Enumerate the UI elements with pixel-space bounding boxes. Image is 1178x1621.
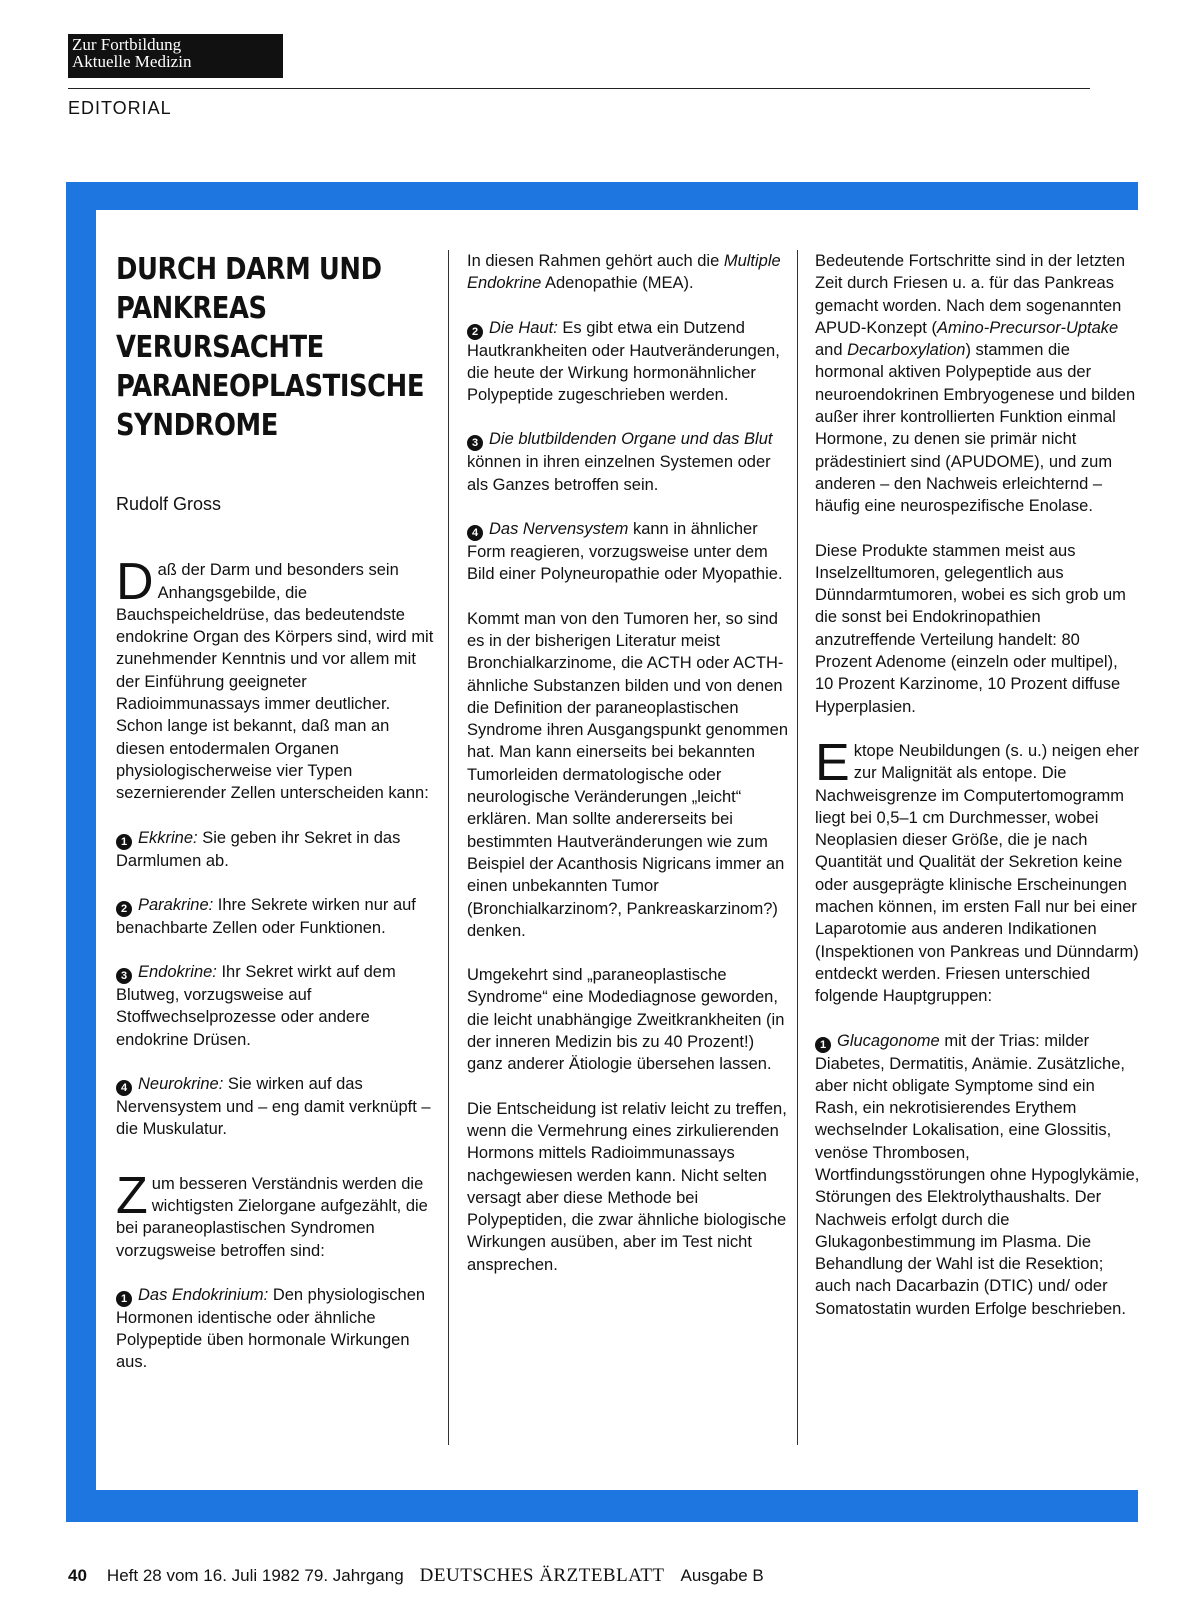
drop-cap: D <box>116 553 154 612</box>
series-label <box>68 34 283 78</box>
emphasis: Decarboxylation <box>847 341 966 360</box>
list-item <box>467 518 789 586</box>
number-bullet-icon: 1 <box>116 834 132 850</box>
list-item-term: Das Nervensystem <box>489 520 629 539</box>
paragraph <box>815 250 1140 518</box>
paragraph-text: and <box>815 341 848 360</box>
list-item-text: Sie geben ihr Sekret in das Darmlumen ab. <box>116 828 401 870</box>
number-bullet-icon: 2 <box>467 324 483 340</box>
list-item-term: Das Endokrinium: <box>138 1285 269 1304</box>
list-item <box>467 317 789 407</box>
paragraph <box>116 553 434 804</box>
list-item-term: Ekkrine: <box>138 828 198 847</box>
paragraph <box>815 733 1140 1008</box>
paragraph: Umgekehrt sind „paraneoplastische Syndrome“ eine Modediagnose geworden, die leicht unabhängige Zweitkrankheiten (in der inneren Medizin bis zu 40 Prozent!) ganz anderer Ätiologie übersehen lassen. <box>467 966 785 1074</box>
paragraph-text: In diesen Rahmen gehört auch die <box>467 252 724 270</box>
number-bullet-icon: 3 <box>467 435 483 451</box>
list-item-text: können in ihren einzelnen Systemen oder als Ganzes betroffen sein. <box>467 453 771 494</box>
page-number: 40 <box>68 1566 87 1585</box>
list-item-term: Endokrine: <box>138 963 217 982</box>
paragraph-text: um besseren Verständnis werden die wichtigsten Zielorgane aufgezählt, die bei paraneoplastischen Syndromen vorzugsweise betroffen sind: <box>116 1174 428 1260</box>
column-1 <box>116 250 434 1396</box>
list-item-term: Parakrine: <box>138 895 214 914</box>
edition: Ausgabe B <box>680 1566 764 1585</box>
series-label-line2: Aktuelle Medizin <box>72 52 192 71</box>
number-bullet-icon: 3 <box>116 968 132 984</box>
list-item <box>116 961 434 1051</box>
issue-info: Heft 28 vom 16. Juli 1982 79. Jahrgang <box>106 1566 404 1585</box>
paragraph-text: Adenopathie (MEA). <box>541 274 694 293</box>
list-item-term: Glucagonome <box>837 1031 940 1050</box>
emphasis: Amino-Precursor-Uptake <box>936 318 1119 337</box>
list-item-text: Ihre Sekrete wirken nur auf benachbarte Zellen oder Funktionen. <box>116 895 416 937</box>
list-item <box>116 1073 434 1141</box>
paragraph-text: Bedeutende Fortschritte sind in der letzten Zeit durch Friesen u. a. für das Pankreas gemacht worden. Nach dem sogenannten APUD-Konzept ( <box>815 252 1126 337</box>
paragraph-text: ktope Neubildungen (s. u.) neigen eher zur Malignität als entope. Die Nachweisgrenze im Computertomogramm liegt bei 0,5–1 cm Durchmesser, wobei Neoplasien dieser Größe, die je nach Quantität und Qualität der Sekretion keine oder ausgeprägte klinische Erscheinungen machen können, im ersten Fall nur bei einer Laparotomie aus anderen Indikationen (Inspektionen von Pankreas und Dünndarm) entdeckt werden. Friesen unterschied folgende Hauptgruppen: <box>815 741 1139 1006</box>
list-item-text: mit der Trias: milder Diabetes, Dermatitis, Anämie. Zusätzliche, aber nicht obligate Symptome sind ein Rash, ein nekrotisierendes Erythem wechselnder Lokalisation, eine Glossitis, venöse Thrombosen, Wortfindungsstörungen ohne Hypoglykämie, Störungen des Elektrolythaushalts. Der Nachweis erfolgt durch die Glukagonbestimmung im Plasma. Die Behandlung der Wahl ist die Resektion; auch nach Dacarbazin (DTIC) und/ oder Somatostatin wurden Erfolge beschrieben. <box>815 1031 1140 1318</box>
list-item <box>116 894 434 939</box>
paragraph-text: ) stammen die hormonal aktiven Polypeptide aus der neuroendokrinen Embryogenese und bilden außer ihrer kontrollierten Funktion einmal Hormone, zu denen sie primär nicht prädestiniert sind (APUDOME), und zum anderen – den Nachweis erleichternd – häufig eine neurospezifische Enolase. <box>815 341 1136 516</box>
list-item-term: Die blutbildenden Organe und das Blut <box>489 430 773 449</box>
number-bullet-icon: 1 <box>815 1037 831 1053</box>
series-label-line1: Zur Fortbildung <box>72 35 182 54</box>
drop-cap: E <box>815 733 850 792</box>
number-bullet-icon: 4 <box>116 1080 132 1096</box>
column-2 <box>467 250 789 1298</box>
author: Rudolf Gross <box>116 494 222 514</box>
magazine-name: DEUTSCHES ÄRZTEBLATT <box>419 1565 665 1586</box>
number-bullet-icon: 1 <box>116 1291 132 1307</box>
drop-cap: Z <box>116 1166 148 1225</box>
list-item <box>815 1030 1140 1321</box>
section-label: EDITORIAL <box>68 98 172 118</box>
list-item <box>116 827 434 872</box>
column-divider-1 <box>448 250 449 1445</box>
list-item-term: Neurokrine: <box>138 1075 224 1094</box>
article-title: DURCH DARM UND PANKREAS VERURSACHTE PARANEOPLASTISCHE SYNDROME <box>116 252 425 443</box>
paragraph-text: aß der Darm und besonders sein Anhangsgebilde, die Bauchspeicheldrüse, das bedeutendste endokrine Organ des Körpers sind, wird mit zunehmender Kenntnis und vor allem mit der Einführung geeigneter Radioimmunassays immer deutlicher. Schon lange ist bekannt, daß man an diesen entodermalen Organen physiologischerweise vier Typen sezernierender Zellen unterscheiden kann: <box>116 561 434 803</box>
list-item-text: Ihr Sekret wirkt auf dem Blutweg, vorzugsweise auf Stoffwechselprozesse oder andere endokrine Drüsen. <box>116 963 396 1049</box>
number-bullet-icon: 4 <box>467 525 483 541</box>
emphasis: Multiple Endokrine <box>467 252 781 293</box>
paragraph: Kommt man von den Tumoren her, so sind es in der bisherigen Literatur meist Bronchialkarzinome, die ACTH oder ACTH-ähnliche Substanzen bilden und von denen die Definition der paraneoplastischen Syndrome ihren Ausgangspunkt genommen hat. Man kann einerseits bei bekannten Tumorleiden dermatologische oder neurologische Veränderungen „leicht“ erklären. Man sollte andererseits bei bestimmten Hautveränderungen wie zum Beispiel der Acanthosis Nigricans immer an einen unbekannten Tumor (Bronchialkarzinom?, Pankreaskarzinom?) denken. <box>467 609 789 940</box>
list-item-text: Es gibt etwa ein Dutzend Hautkrankheiten oder Hautveränderungen, die heute der Wirkung hormonähnlicher Polypeptide zugeschrieben werden. <box>467 318 780 405</box>
list-item-text: Sie wirken auf das Nervensystem und – eng damit verknüpft – die Muskulatur. <box>116 1075 431 1139</box>
list-item-text: Den physiologischen Hormonen identische oder ähnliche Polypeptide üben hormonale Wirkungen aus. <box>116 1285 426 1372</box>
column-3 <box>815 250 1140 1342</box>
paragraph <box>467 250 789 295</box>
list-item <box>116 1284 434 1374</box>
header-rule <box>68 88 1090 89</box>
paragraph: Diese Produkte stammen meist aus Inselzelltumoren, gelegentlich aus Dünndarmtumoren, wobei es sich grob um die sonst bei Endokrinopathien anzutreffende Verteilung handelt: 80 Prozent Adenome (einzeln oder multipel), 10 Prozent Karzinome, 10 Prozent diffuse Hyperplasien. <box>815 541 1126 716</box>
list-item-text: kann in ähnlicher Form reagieren, vorzugsweise unter dem Bild einer Polyneuropathie oder Myopathie. <box>467 520 783 584</box>
column-divider-2 <box>797 250 798 1445</box>
page-footer <box>68 1565 764 1587</box>
list-item <box>467 428 789 496</box>
number-bullet-icon: 2 <box>116 901 132 917</box>
paragraph: Die Entscheidung ist relativ leicht zu treffen, wenn die Vermehrung eines zirkulierenden Hormons mittels Radioimmunassays nachgewiesen werden kann. Nicht selten versagt aber diese Methode bei Polypeptiden, die zwar ähnliche biologische Wirkungen ausüben, aber im Test nicht ansprechen. <box>467 1099 787 1274</box>
list-item-term: Die Haut: <box>489 318 558 337</box>
paragraph <box>116 1166 434 1262</box>
